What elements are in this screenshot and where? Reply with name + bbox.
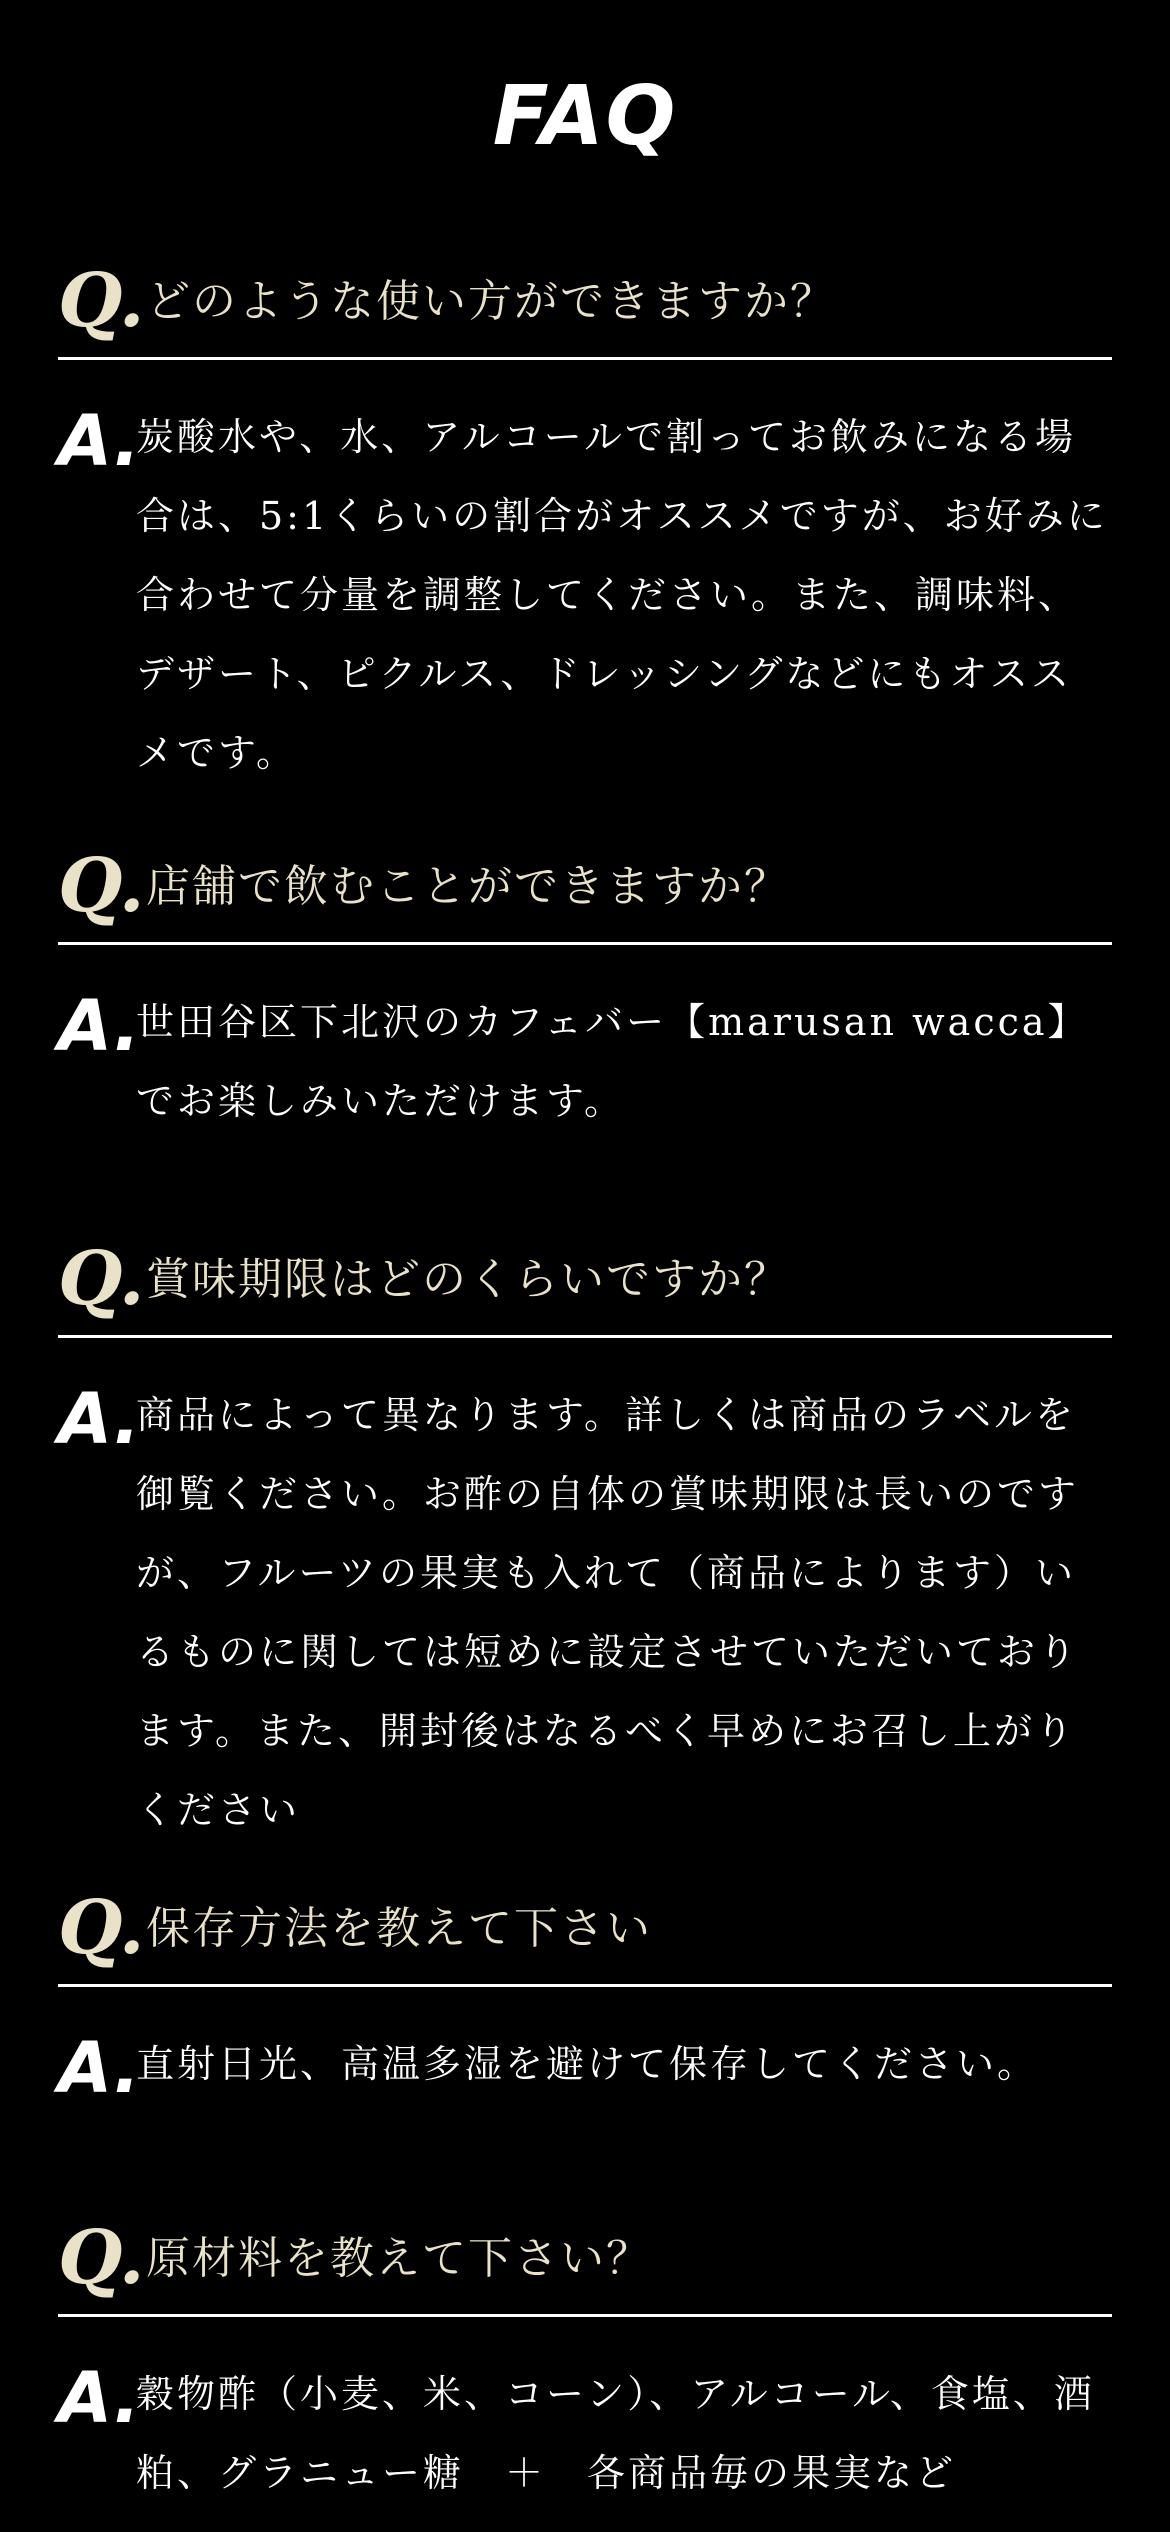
faq-question[interactable] (58, 1877, 1112, 1987)
answer-text: 炭酸水や、水、アルコールで割ってお飲みになる場合は、5:1くらいの割合がオススメですが、お好みに合わせて分量を調整してください。また、調味料、デザート、ピクルス、ドレッシングなどにもオススメです。 (136, 415, 1108, 775)
answer-marker: A. (58, 2357, 141, 2439)
page-title: FAQ (492, 69, 678, 164)
question-marker: Q. (58, 1236, 145, 1322)
answer-text: 商品によって異なります。詳しくは商品のラベルを御覧ください。お酢の自体の賞味期限は長いのですが、フルーツの果実も入れて（商品によります）いるものに関しては短めに設定させていただいております。また、開封後はなるべく早めにお召し上がりください (136, 1393, 1080, 1832)
faq-item (58, 250, 1112, 793)
faq-item (58, 1228, 1112, 1850)
answer-marker: A. (58, 1378, 141, 1460)
question-text: 原材料を教えて下さい？ (146, 2233, 652, 2284)
faq-answer (58, 983, 1112, 1141)
question-marker: Q. (58, 1885, 145, 1971)
answer-text: 穀物酢（小麦、米、コーン）、アルコール、食塩、酒粕、グラニュー糖 ＋ 各商品毎の果実など (136, 2372, 1095, 2495)
question-text: 店舗で飲むことができますか？ (146, 861, 790, 912)
faq-question[interactable] (58, 835, 1112, 945)
faq-question[interactable] (58, 250, 1112, 360)
answer-marker: A. (58, 2027, 141, 2109)
question-text: どのような使い方ができますか？ (146, 276, 836, 327)
question-marker: Q. (58, 2215, 145, 2301)
answer-marker: A. (58, 985, 141, 1067)
faq-answer (58, 2025, 1112, 2109)
question-text: 保存方法を教えて下さい (146, 1903, 652, 1954)
question-marker: Q. (58, 258, 145, 344)
question-marker: Q. (58, 843, 145, 929)
answer-text: 世田谷区下北沢のカフェバー【marusan wacca】でお楽しみいただけます。 (136, 1000, 1089, 1123)
faq-answer (58, 1376, 1112, 1850)
faq-answer (58, 2355, 1112, 2513)
faq-item (58, 835, 1112, 1141)
faq-item (58, 2207, 1112, 2513)
faq-question[interactable] (58, 1228, 1112, 1338)
question-text: 賞味期限はどのくらいですか？ (146, 1254, 790, 1305)
faq-item (58, 1877, 1112, 2109)
faq-answer (58, 398, 1112, 793)
faq-question[interactable] (58, 2207, 1112, 2317)
answer-text: 直射日光、高温多湿を避けて保存してください。 (136, 2042, 1039, 2086)
answer-marker: A. (58, 400, 141, 482)
